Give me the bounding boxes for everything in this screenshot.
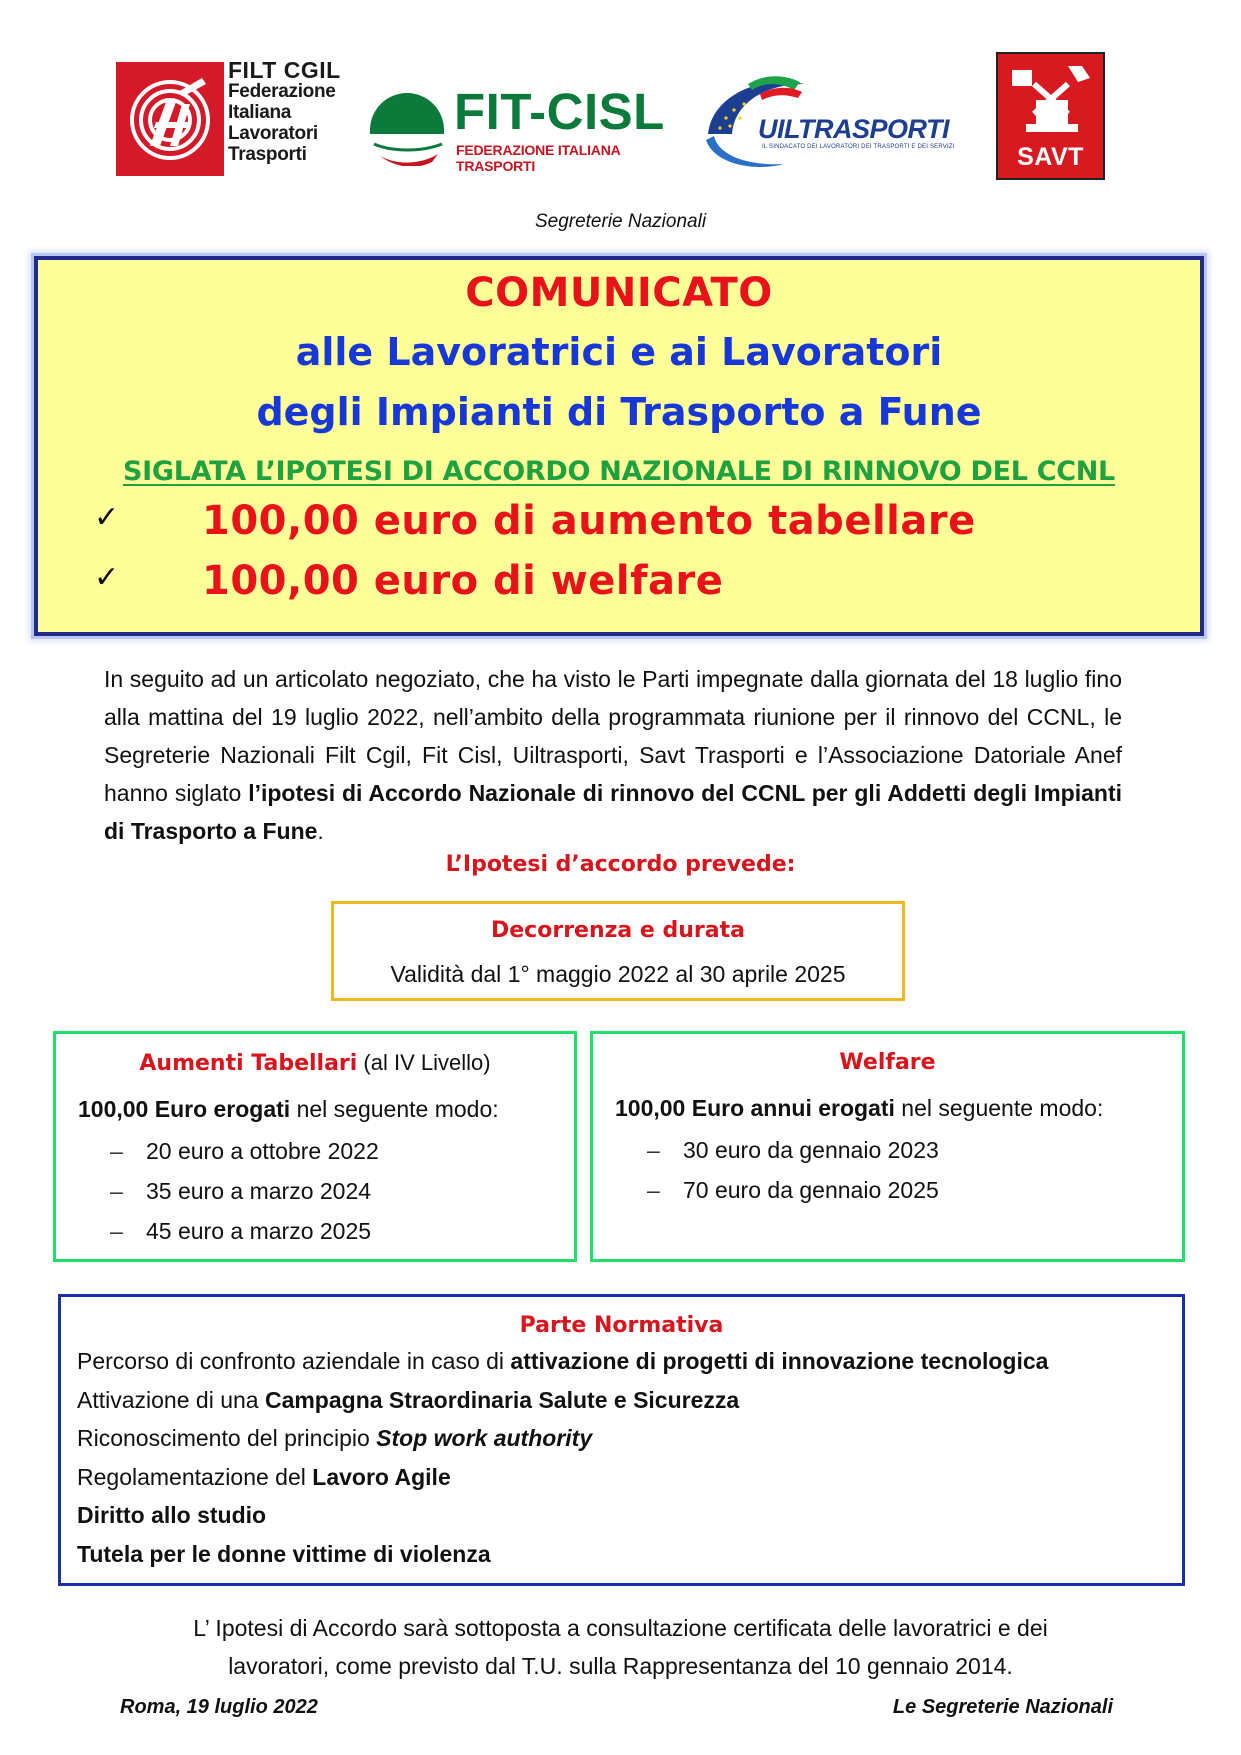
list-item: Regolamentazione del Lavoro Agile (77, 1463, 451, 1490)
communicato-box (34, 256, 1204, 636)
welfare-list (593, 1130, 1182, 1210)
communicato-subtitle-1: alle Lavoratrici e ai Lavoratori (295, 330, 943, 374)
aumenti-tabellari-box (53, 1031, 577, 1262)
list-item: – 70 euro da gennaio 2025 (593, 1170, 1182, 1210)
ipotesi-prevede-heading: L’Ipotesi d’accordo prevede: (445, 852, 796, 877)
savt-emblem-icon (998, 60, 1103, 146)
fit-cisl-logo (366, 83, 681, 174)
checkmark-icon: ✓ (94, 560, 120, 595)
intro-paragraph: In seguito ad un articolato negoziato, che ha visto le Parti impegnate dalla giornata del 18 luglio fino alla mattina del 19 luglio 2022, nell’ambito della programmata riunione per il rinnovo del CCNL, le Segreterie Nazionali Filt Cgil, Fit Cisl, Uiltrasporti, Savt Trasporti e l’Associazione Datoriale Anef hanno siglato l’ipotesi di Accordo Nazionale di rinnovo del CCNL per gli Addetti degli Impianti di Trasporto a Fune. (104, 666, 1122, 844)
welfare-lead: 100,00 Euro annui erogati nel seguente modo: (615, 1095, 1104, 1121)
aumenti-list (56, 1131, 574, 1251)
list-item: Riconoscimento del principio Stop work authority (77, 1425, 593, 1451)
welfare-title: Welfare (839, 1050, 936, 1075)
aumenti-title: Aumenti Tabellari (al IV Livello) (139, 1050, 491, 1076)
uiltrasporti-title: UILTRASPORTI (758, 114, 950, 144)
list-item: Diritto allo studio (77, 1502, 267, 1528)
normativa-list (61, 1342, 1182, 1573)
fit-cisl-subtitle: FEDERAZIONE ITALIANA TRASPORTI (456, 142, 620, 174)
savt-title: SAVT (1017, 143, 1084, 171)
communicato-subtitle-2: degli Impianti di Trasporto a Fune (256, 390, 982, 434)
list-item: Percorso di confronto aziendale in caso di attivazione di progetti di innovazione tecnologica (77, 1348, 1049, 1374)
savt-logo (996, 52, 1105, 180)
filt-cgil-logo (116, 58, 342, 178)
uiltrasporti-subtitle: IL SINDACATO DEI LAVORATORI DEI TRASPORTI E DEI SERVIZI (762, 144, 955, 150)
normativa-title: Parte Normativa (519, 1313, 724, 1338)
decorrenza-title: Decorrenza e durata (491, 918, 745, 943)
filt-cgil-wordmark: FILT CGIL Federazione Italiana Lavoratori Trasporti (228, 57, 341, 165)
check-item-text: 100,00 euro di aumento tabellare (202, 498, 976, 544)
list-item: – 45 euro a marzo 2025 (56, 1211, 574, 1251)
list-item: Tutela per le donne vittime di violenza (77, 1540, 491, 1567)
communicato-title: COMUNICATO (465, 270, 773, 316)
siglata-headline: SIGLATA L’IPOTESI DI ACCORDO NAZIONALE DI RINNOVO DEL CCNL (123, 456, 1115, 487)
fit-cisl-title: FIT-CISL (454, 83, 665, 140)
filt-cgil-emblem-icon (116, 62, 224, 176)
list-item: – 30 euro da gennaio 2023 (593, 1130, 1182, 1170)
segreterie-header: Segreterie Nazionali (534, 211, 707, 232)
decorrenza-box (331, 901, 905, 1001)
signature: Le Segreterie Nazionali (892, 1696, 1113, 1718)
list-item: Attivazione di una Campagna Straordinaria Salute e Sicurezza (77, 1386, 740, 1413)
aumenti-lead: 100,00 Euro erogati nel seguente modo: (78, 1096, 499, 1122)
decorrenza-text: Validità dal 1° maggio 2022 al 30 aprile 2025 (390, 961, 846, 987)
intro-bold-text: l’ipotesi di Accordo Nazionale di rinnovo del CCNL per gli Addetti degli Impianti di Trasporto a Fune (104, 780, 1122, 844)
footer-note: L’ Ipotesi di Accordo sarà sottoposta a consultazione certificata delle lavoratrici e dei lavoratori, come previsto dal T.U. sulla Rappresentanza del 10 gennaio 2014. (193, 1615, 1048, 1679)
check-item-text: 100,00 euro di welfare (202, 558, 724, 604)
list-item: – 35 euro a marzo 2024 (56, 1171, 574, 1211)
welfare-box (590, 1031, 1185, 1262)
parte-normativa-box (58, 1294, 1185, 1586)
place-and-date: Roma, 19 luglio 2022 (120, 1696, 318, 1718)
checkmark-icon: ✓ (94, 500, 120, 535)
fit-cisl-emblem-icon (366, 86, 448, 166)
uiltrasporti-logo (704, 74, 968, 170)
list-item: – 20 euro a ottobre 2022 (56, 1131, 574, 1171)
